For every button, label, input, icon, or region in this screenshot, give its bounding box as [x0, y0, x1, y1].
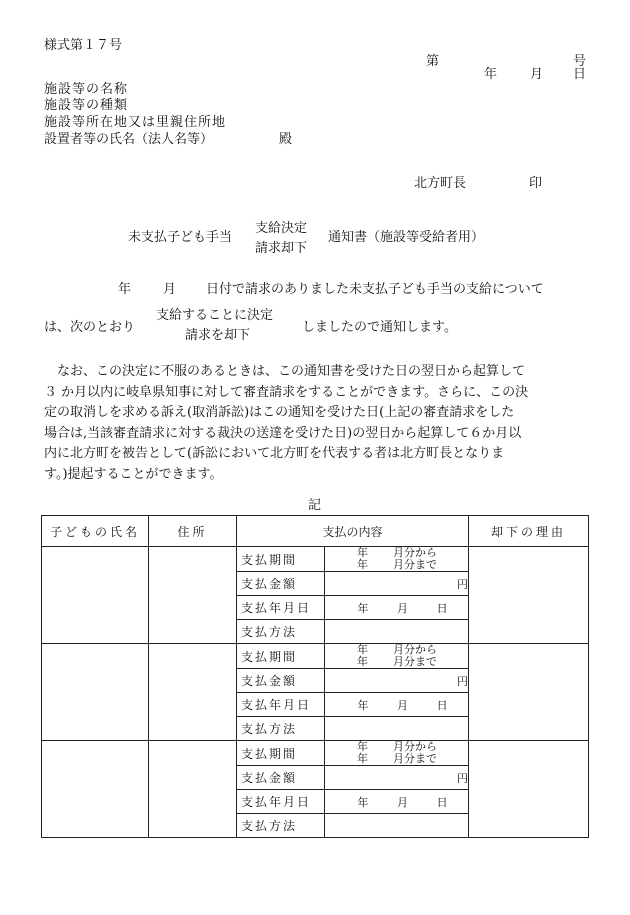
issuer-seal: 印: [529, 176, 543, 191]
issuer-name: 北方町長: [414, 176, 467, 191]
body-text-2: は、次のとおり: [44, 320, 136, 335]
child-name-cell[interactable]: [42, 741, 149, 838]
label-amount: 支払金額: [237, 572, 325, 596]
value-amount[interactable]: 円: [325, 766, 469, 790]
rejection-reason-cell[interactable]: [469, 741, 589, 838]
appeal-line: 場合は,当該審査請求に対する裁決の送達を受けた日)の翌日から起算して６か月以: [44, 425, 522, 441]
value-method[interactable]: [325, 814, 469, 838]
appeal-line: 内に北方町を被告として(訴訟において北方町を代表する者は北方町長となりま: [44, 446, 505, 461]
child-name-cell[interactable]: [42, 547, 149, 644]
document-number-prefix: 第: [426, 54, 440, 69]
label-amount: 支払金額: [237, 669, 325, 693]
body-text-3: しましたので通知します。: [302, 320, 457, 335]
ki-heading: 記: [308, 498, 322, 513]
value-date[interactable]: 年 月 日: [325, 693, 469, 717]
label-period: 支払期間: [237, 644, 325, 669]
header-child-name: 子どもの氏名: [42, 516, 149, 547]
value-date[interactable]: 年 月 日: [325, 596, 469, 620]
header-rejection-reason: 却下の理由: [469, 516, 589, 547]
facility-address-label: 施設等所在地又は里親住所地: [44, 115, 227, 130]
table-row: [42, 741, 589, 766]
facility-name-label: 施設等の名称: [44, 82, 129, 97]
header-payment-details: 支払の内容: [237, 516, 469, 547]
table-row: [42, 644, 589, 669]
label-date: 支払年月日: [237, 693, 325, 717]
rejection-reason-cell[interactable]: [469, 644, 589, 741]
value-date[interactable]: 年 月 日: [325, 790, 469, 814]
payment-table: [41, 515, 589, 838]
value-period[interactable]: 年 月分から 年 月分まで: [325, 644, 469, 669]
address-cell[interactable]: [149, 547, 237, 644]
value-method[interactable]: [325, 620, 469, 644]
address-cell[interactable]: [149, 741, 237, 838]
label-amount: 支払金額: [237, 766, 325, 790]
date-month: 月: [530, 67, 544, 82]
body-text-1: 日付で請求のありました未支払子ども手当の支給について: [206, 282, 544, 297]
appeal-line: 定の取消しを求める訴え(取消訴訟)はこの通知を受けた日(上記の審査請求をした: [44, 405, 515, 420]
appeal-line: ３ か月以内に岐阜県知事に対して審査請求をすることができます。さらに、この決: [44, 384, 529, 400]
label-method: 支払方法: [237, 814, 325, 838]
appeal-line: なお、この決定に不服のあるときは、この通知書を受けた日の翌日から起算して: [44, 364, 526, 379]
title-suffix: 通知書（施設等受給者用）: [328, 230, 485, 245]
title-prefix: 未支払子ども手当: [128, 230, 233, 245]
value-amount[interactable]: 円: [325, 572, 469, 596]
label-date: 支払年月日: [237, 790, 325, 814]
body-option-reject: 請求を却下: [185, 328, 251, 343]
rejection-reason-cell[interactable]: [469, 547, 589, 644]
header-address: 住所: [149, 516, 237, 547]
value-period[interactable]: 年 月分から 年 月分まで: [325, 547, 469, 572]
body-month: 月: [163, 282, 177, 297]
appeal-line: す。)提起することができます。: [44, 466, 223, 482]
label-method: 支払方法: [237, 620, 325, 644]
body-year: 年: [118, 282, 132, 297]
body-option-decision: 支給することに決定: [156, 308, 274, 323]
date-day: 日: [573, 67, 587, 82]
child-name-cell[interactable]: [42, 644, 149, 741]
address-cell[interactable]: [149, 644, 237, 741]
table-header-row: [42, 516, 589, 547]
form-number: 様式第１７号: [44, 38, 123, 53]
label-period: 支払期間: [237, 547, 325, 572]
value-method[interactable]: [325, 717, 469, 741]
founder-name-label: 設置者等の氏名（法人名等）: [44, 132, 214, 147]
document-number-suffix: 号: [573, 54, 587, 69]
appeal-notice: [44, 362, 589, 485]
table-row: [42, 547, 589, 572]
label-date: 支払年月日: [237, 596, 325, 620]
title-option-decision: 支給決定: [255, 221, 308, 236]
title-option-reject: 請求却下: [255, 241, 308, 256]
honorific: 殿: [279, 132, 293, 147]
date-year: 年: [484, 67, 498, 82]
facility-type-label: 施設等の種類: [44, 98, 129, 113]
label-period: 支払期間: [237, 741, 325, 766]
label-method: 支払方法: [237, 717, 325, 741]
value-period[interactable]: 年 月分から 年 月分まで: [325, 741, 469, 766]
value-amount[interactable]: 円: [325, 669, 469, 693]
